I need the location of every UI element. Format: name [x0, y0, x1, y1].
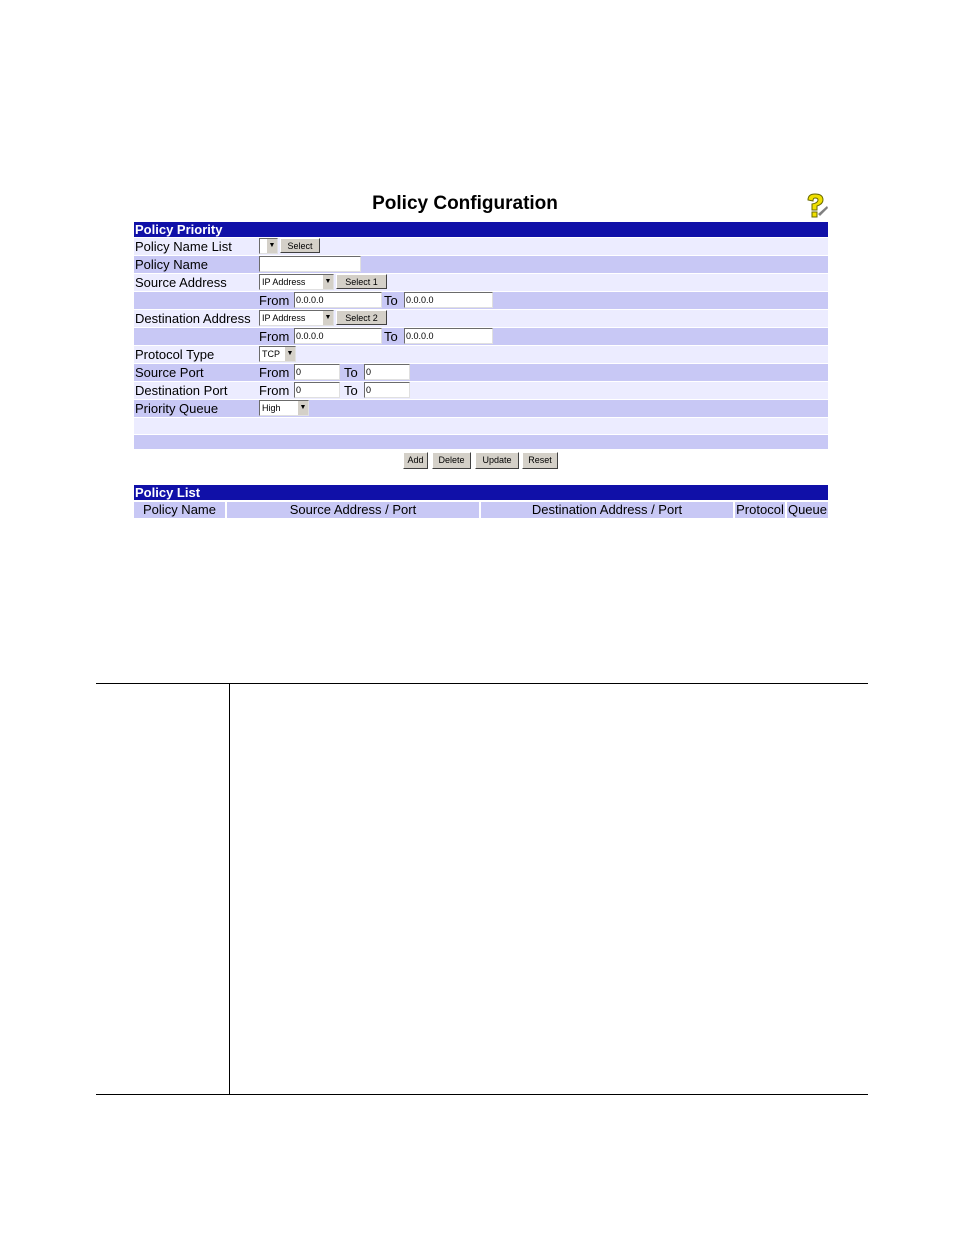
help-question-icon[interactable]	[801, 192, 829, 220]
destination-port-from-label: From	[259, 383, 290, 398]
add-button[interactable]: Add	[403, 452, 428, 469]
policy-name-label: Policy Name	[135, 257, 208, 272]
policy-priority-header: Policy Priority	[134, 222, 828, 237]
source-port-label: Source Port	[135, 365, 204, 380]
destination-address-type-select[interactable]: IP Address ▼	[259, 310, 334, 326]
table-divider	[229, 684, 230, 1094]
chevron-down-icon: ▼	[266, 239, 277, 253]
chevron-down-icon: ▼	[322, 311, 333, 325]
policy-name-list-select[interactable]	[259, 238, 278, 254]
priority-queue-select[interactable]: High ▼	[259, 400, 309, 416]
protocol-type-row	[134, 345, 828, 363]
policy-name-list-label: Policy Name List	[135, 239, 232, 254]
policy-list-header: Policy List	[134, 485, 828, 500]
source-from-label: From	[259, 293, 290, 308]
destination-port-row	[134, 381, 828, 399]
source-to-label: To	[384, 293, 398, 308]
source-port-row	[134, 363, 828, 381]
policy-name-row	[134, 255, 828, 273]
update-button[interactable]: Update	[475, 452, 519, 469]
policy-list-columns	[134, 502, 828, 518]
policy-select-button[interactable]: Select	[280, 238, 320, 253]
column-header-protocol: Protocol	[736, 502, 784, 517]
policy-name-input[interactable]	[259, 256, 361, 272]
policy-priority-panel	[134, 222, 828, 449]
source-to-ip-input[interactable]: 0.0.0.0	[404, 292, 493, 308]
source-address-range-row	[134, 291, 828, 309]
chevron-down-icon: ▼	[322, 275, 333, 289]
column-header-destination: Destination Address / Port	[481, 502, 733, 518]
priority-queue-row	[134, 399, 828, 417]
source-port-from-input[interactable]: 0	[294, 364, 340, 380]
source-address-label: Source Address	[135, 275, 227, 290]
destination-port-from-input[interactable]: 0	[294, 382, 340, 398]
destination-address-label: Destination Address	[135, 311, 251, 326]
destination-from-label: From	[259, 329, 290, 344]
column-header-policy-name: Policy Name	[134, 502, 225, 518]
source-address-row	[134, 273, 828, 291]
destination-port-to-label: To	[344, 383, 358, 398]
destination-from-ip-input[interactable]: 0.0.0.0	[294, 328, 382, 344]
source-port-from-label: From	[259, 365, 290, 380]
priority-queue-label: Priority Queue	[135, 401, 219, 416]
spacer-row	[134, 417, 828, 434]
page-title: Policy Configuration	[372, 193, 558, 214]
destination-port-to-input[interactable]: 0	[364, 382, 410, 398]
column-header-queue: Queue	[787, 502, 828, 517]
policy-name-list-row	[134, 237, 828, 255]
protocol-type-label: Protocol Type	[135, 347, 215, 362]
select-2-button[interactable]: Select 2	[336, 310, 387, 325]
source-port-to-label: To	[344, 365, 358, 380]
source-address-type-select[interactable]: IP Address ▼	[259, 274, 334, 290]
source-from-ip-input[interactable]: 0.0.0.0	[294, 292, 382, 308]
reset-button[interactable]: Reset	[522, 452, 558, 469]
column-header-source: Source Address / Port	[227, 502, 479, 518]
delete-button[interactable]: Delete	[432, 452, 471, 469]
chevron-down-icon: ▼	[297, 401, 308, 415]
description-table	[96, 683, 868, 1095]
chevron-down-icon: ▼	[284, 347, 295, 361]
destination-address-range-row	[134, 327, 828, 345]
destination-port-label: Destination Port	[135, 383, 228, 398]
source-port-to-input[interactable]: 0	[364, 364, 410, 380]
protocol-type-select[interactable]: TCP ▼	[259, 346, 296, 362]
spacer-row	[134, 434, 828, 449]
destination-to-label: To	[384, 329, 398, 344]
destination-to-ip-input[interactable]: 0.0.0.0	[404, 328, 493, 344]
policy-list-panel	[134, 485, 828, 518]
destination-address-row	[134, 309, 828, 327]
select-1-button[interactable]: Select 1	[336, 274, 387, 289]
